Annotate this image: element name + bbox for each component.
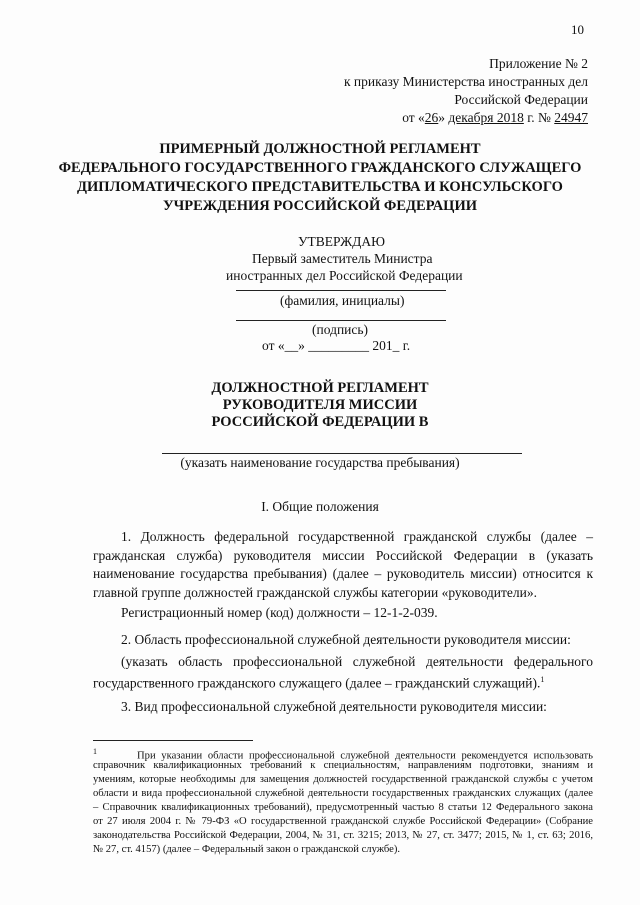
appendix-line-1: Приложение № 2 xyxy=(489,56,588,71)
name-underline xyxy=(236,290,446,291)
appendix-date-month: декабря 20 xyxy=(448,110,511,125)
approval-heading: УТВЕРЖДАЮ xyxy=(298,234,386,249)
paragraph-1-line-1-text: 1. Должность федеральной государственной гражданской службы (далее – xyxy=(121,529,593,544)
paragraph-1-line-2: гражданская служба) руководителя миссии Российской Федерации в (указать xyxy=(93,548,593,563)
paragraph-2-note-line-2 xyxy=(93,670,593,693)
appendix-date-prefix: от « xyxy=(402,110,425,125)
reg-title-line-2: РУКОВОДИТЕЛЯ МИССИИ xyxy=(222,397,418,413)
appendix-date-line xyxy=(402,109,588,127)
paragraph-2: 2. Область профессиональной служебной деятельности руководителя миссии: xyxy=(121,632,571,647)
main-title-line-2: ФЕДЕРАЛЬНОГО ГОСУДАРСТВЕННОГО ГРАЖДАНСКОГО СЛУЖАЩЕГО xyxy=(58,160,582,176)
footnote-ref: 1 xyxy=(540,675,545,684)
approval-position-line-2: иностранных дел Российской Федерации xyxy=(226,268,463,283)
footnote-line-7: законодательства Российской Федерации, 2004, № 31, ст. 3215; 2013, № 27, ст. 3477; 2015, № 1, ст. 63; 2016, xyxy=(93,830,593,841)
paragraph-1-line-3: наименование государства пребывания) (далее – руководитель миссии) относится к xyxy=(93,566,593,581)
approval-position-line-1: Первый заместитель Министра xyxy=(252,251,433,266)
appendix-line-3: Российской Федерации xyxy=(454,92,588,107)
section-heading: I. Общие положения xyxy=(261,499,379,514)
paragraph-1-line-4: главной группе должностей гражданской службы категории «руководители». xyxy=(93,585,537,600)
footnote-line-1-text: При указании области профессиональной служебной деятельности рекомендуется использовать xyxy=(137,750,593,762)
paragraph-1-line-1 xyxy=(93,527,593,546)
footnote-separator xyxy=(93,740,253,741)
appendix-line-2: к приказу Министерства иностранных дел xyxy=(344,74,588,89)
footnote-line-3: умениям, которые необходимы для замещения должностей государственной гражданской службы с учетом xyxy=(93,774,593,785)
paragraph-2-note-line-1: (указать область профессиональной служебной деятельности федерального xyxy=(121,654,593,669)
footnote-line-6: от 27 июля 2004 г. № 79-ФЗ «О государственной гражданской службе Российской Федерации» (Собрание xyxy=(93,816,593,827)
paragraph-2-note-line-2-text: государственного гражданского служащего (далее – гражданский служащий). xyxy=(93,675,541,691)
page-number: 10 xyxy=(571,22,584,37)
name-caption: (фамилия, инициалы) xyxy=(280,293,405,308)
state-caption: (указать наименование государства пребывания) xyxy=(180,455,460,470)
appendix-date-day: 26 xyxy=(424,110,439,125)
signature-underline xyxy=(236,320,446,321)
registration-number: Регистрационный номер (код) должности – 12-1-2-039. xyxy=(121,605,438,620)
footnote-line-2: справочник квалификационных требований к специальностям, направлениям подготовки, знаниям и xyxy=(93,760,593,771)
appendix-date-suffix: г. № xyxy=(523,110,555,125)
footnote-line-5: – Справочник квалификационных требований), предусмотренный частью 8 статьи 12 Федерального закона xyxy=(93,802,593,813)
main-title-line-4: УЧРЕЖДЕНИЯ РОССИЙСКОЙ ФЕДЕРАЦИИ xyxy=(162,198,478,214)
footnote-line-4: области и вида профессиональной служебной деятельности государственных гражданских служащих (далее xyxy=(93,788,593,799)
main-title-line-3: ДИПЛОМАТИЧЕСКОГО ПРЕДСТАВИТЕЛЬСТВА И КОНСУЛЬСКОГО xyxy=(77,179,563,195)
signature-caption: (подпись) xyxy=(312,322,369,337)
approval-date-line: от «__» _________ 201_ г. xyxy=(262,338,411,353)
paragraph-3: 3. Вид профессиональной служебной деятельности руководителя миссии: xyxy=(121,699,547,714)
state-underline xyxy=(162,453,522,454)
reg-title-line-1: ДОЛЖНОСТНОЙ РЕГЛАМЕНТ xyxy=(211,380,429,396)
footnote-line-8: № 27, ст. 4157) (далее – Федеральный закон о гражданской службе). xyxy=(93,844,401,855)
appendix-date-mid: » xyxy=(438,110,449,125)
reg-title-line-3: РОССИЙСКОЙ ФЕДЕРАЦИИ В xyxy=(211,414,429,430)
footnote-mark: 1 xyxy=(93,747,97,756)
main-title-line-1: ПРИМЕРНЫЙ ДОЛЖНОСТНОЙ РЕГЛАМЕНТ xyxy=(159,141,481,157)
appendix-order-number: 24947 xyxy=(554,110,588,125)
appendix-date-year: 18 xyxy=(510,110,524,125)
